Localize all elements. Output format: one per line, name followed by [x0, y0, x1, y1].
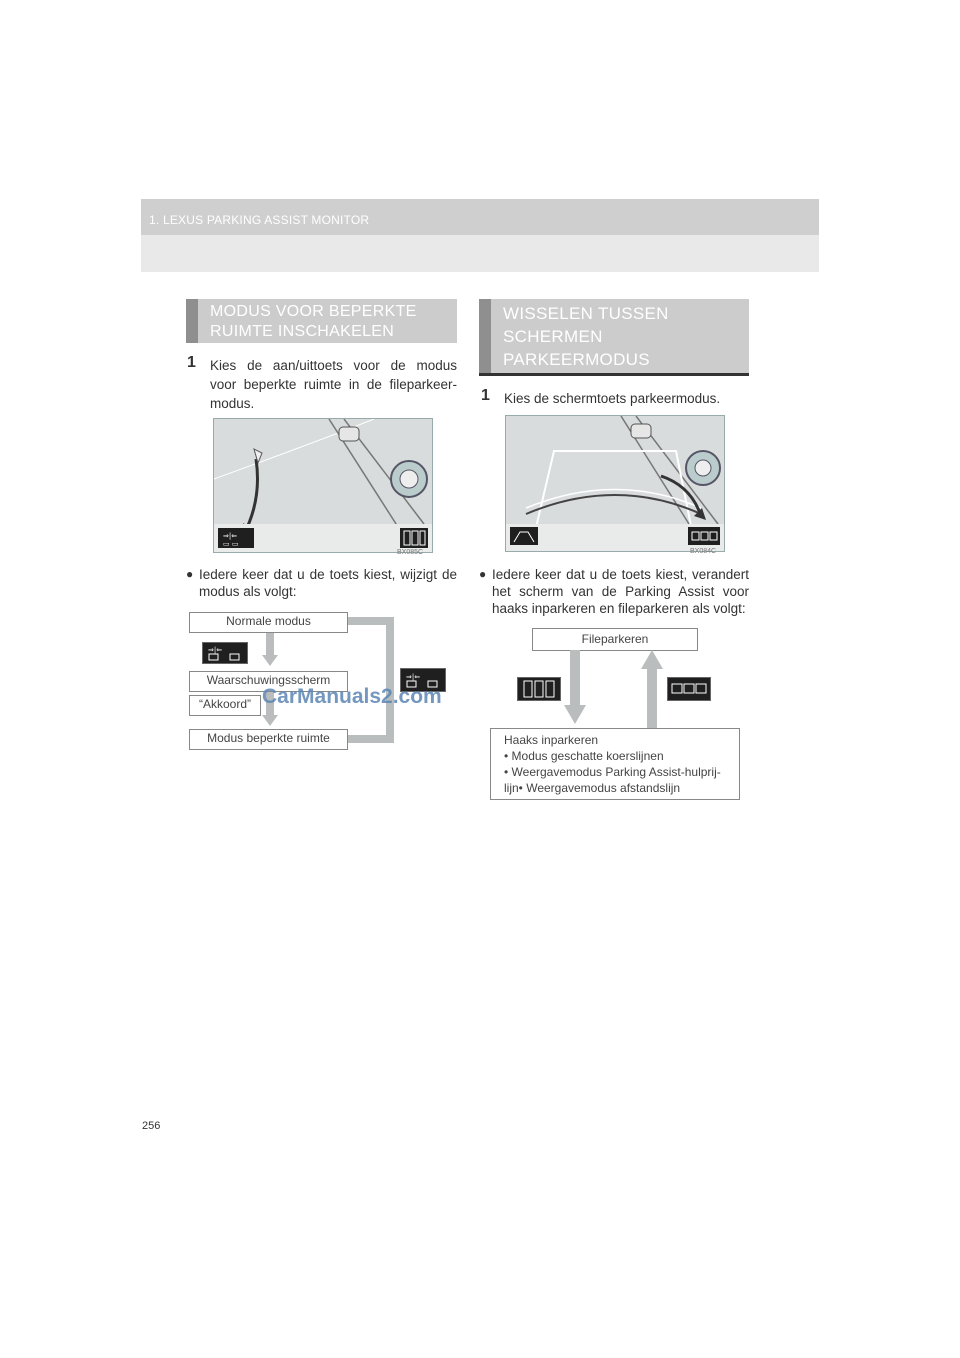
- flow-arrow-down-icon: [262, 715, 278, 726]
- parking-screen-illustration: [506, 416, 724, 551]
- parallel-parking-glyph-icon: [518, 678, 560, 700]
- flow-box-haaks: [490, 728, 740, 800]
- step-right: [481, 389, 749, 409]
- svg-text:▭ ▭: ▭ ▭: [223, 540, 239, 548]
- svg-text:⇒|⇐: ⇒|⇐: [406, 673, 421, 681]
- heading-line: MODUS VOOR BEPERKTE: [210, 303, 417, 320]
- step-left: [187, 356, 457, 416]
- flow-box-line: lijn• Weergavemodus afstandslijn: [504, 781, 681, 795]
- parallel-mode-button-icon: [688, 527, 720, 545]
- flow-arrow-down-icon: [564, 705, 586, 724]
- section-heading-right: [479, 299, 749, 373]
- flow-box-line: • Modus geschatte koerslijnen: [504, 749, 664, 763]
- flow-arrow-shaft: [266, 632, 274, 656]
- bullet-line: Iedere keer dat u de toets kiest, verandert: [492, 567, 749, 582]
- image-code-left: BX085C: [397, 549, 424, 556]
- flow-box-line: Haaks inparkeren: [504, 733, 599, 747]
- bullet-dot-icon: ●: [186, 567, 194, 581]
- watermark: CarManuals2.com: [262, 685, 442, 708]
- page-number: 256: [142, 1120, 161, 1132]
- flow-box-normal: Normale modus: [189, 612, 348, 633]
- bullet-dot-icon: ●: [479, 567, 487, 581]
- bullet-right: [479, 566, 749, 618]
- heading-line: SCHERMEN: [503, 327, 603, 346]
- step-line: Kies de schermtoets parkeermodus.: [504, 391, 721, 406]
- flow-arrow-down-icon: [262, 655, 278, 666]
- svg-text:⇒|⇐: ⇒|⇐: [223, 532, 238, 540]
- step-line: Kies de aan/uittoets voor de modus: [210, 358, 457, 373]
- heading-line: WISSELEN TUSSEN: [503, 304, 669, 323]
- perpendicular-parking-glyph-icon: [668, 678, 710, 700]
- bullet-left: [186, 566, 457, 602]
- heading-rule: [479, 373, 749, 376]
- flow-box-warning: Waarschuwingsscherm: [189, 671, 348, 692]
- bullet-line: haaks inparkeren en fileparkeren als volgt:: [492, 601, 746, 616]
- heading-line: RUIMTE INSCHAKELEN: [210, 323, 395, 340]
- bullet-line: modus als volgt:: [199, 584, 297, 599]
- heading-line: PARKEERMODUS: [503, 350, 650, 369]
- svg-text:⇒|⇐: ⇒|⇐: [208, 646, 223, 654]
- bullet-line: het scherm van de Parking Assist voor: [492, 584, 749, 599]
- limited-space-glyph-icon: [203, 643, 247, 663]
- flow-box-akkoord: “Akkoord”: [189, 695, 261, 716]
- flow-arrow-shaft: [570, 650, 580, 706]
- flow-arrow-up-icon: [641, 650, 663, 669]
- section-heading-left: [186, 299, 457, 343]
- heading-bar: [186, 299, 198, 343]
- bullet-line: Iedere keer dat u de toets kiest, wijzigt de: [199, 567, 457, 582]
- perpendicular-parking-icon: [667, 677, 711, 701]
- parallel-parking-icon: [517, 677, 561, 701]
- step-number: 1: [481, 387, 490, 404]
- flow-box-line: • Weergavemodus Parking Assist-hulprij-: [504, 765, 721, 779]
- flow-connector: [347, 735, 394, 743]
- image-code-right: BX084C: [690, 548, 717, 555]
- heading-bar: [479, 299, 491, 373]
- limited-space-icon: [202, 642, 248, 664]
- screen-image-right: [505, 415, 725, 552]
- header-band: [141, 199, 819, 272]
- flow-arrow-shaft: [647, 668, 657, 728]
- header-title: 1. LEXUS PARKING ASSIST MONITOR: [149, 213, 370, 227]
- step-number: 1: [187, 354, 196, 371]
- step-line: voor beperkte ruimte in de fileparkeer-: [210, 377, 457, 392]
- guide-line-button-icon: [510, 527, 538, 545]
- parking-screen-illustration: [214, 419, 432, 552]
- flow-connector: [386, 617, 394, 743]
- screen-image-left: [213, 418, 433, 553]
- flow-box-limited: Modus beperkte ruimte: [189, 729, 348, 750]
- flow-box-fileparkeren: Fileparkeren: [532, 628, 698, 651]
- step-line: modus.: [210, 396, 255, 411]
